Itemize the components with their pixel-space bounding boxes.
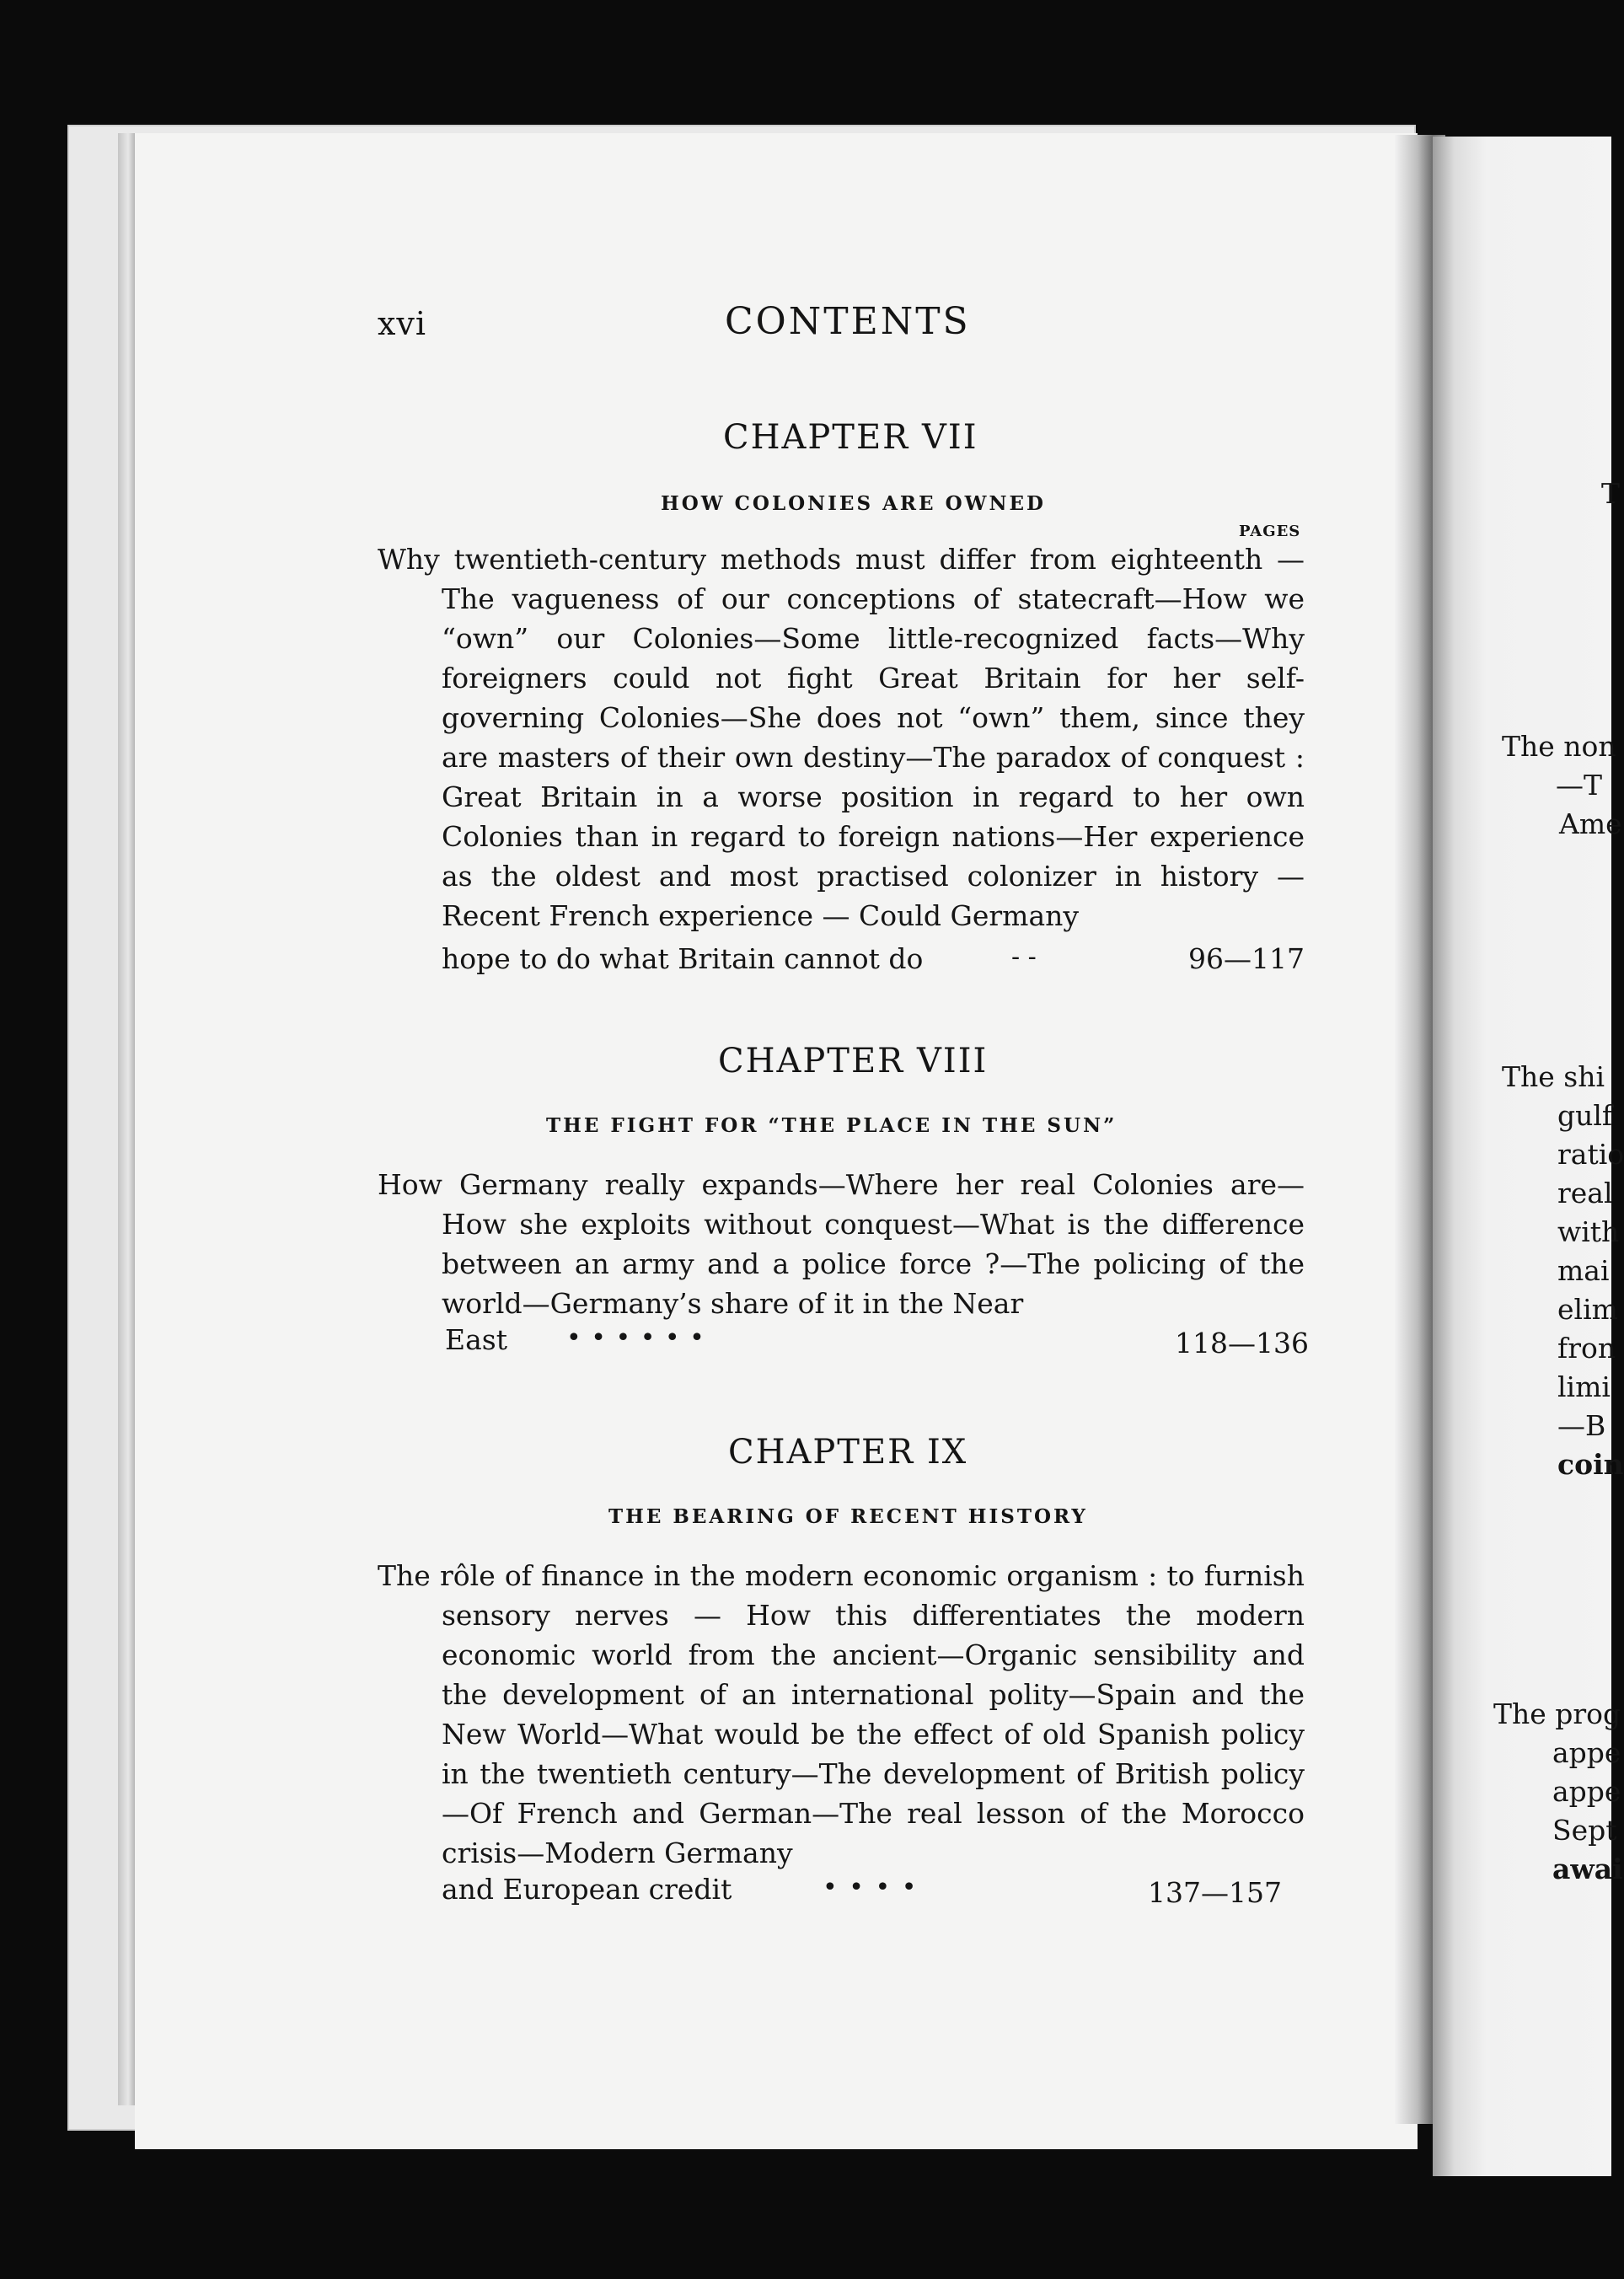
chapter-title: CHAPTER IX (728, 1433, 968, 1472)
page-range: 118—136 (1175, 1327, 1309, 1359)
facing-text-fragment: real (1557, 1177, 1613, 1209)
facing-text-fragment: gulf (1557, 1099, 1613, 1132)
facing-text-fragment: mai (1557, 1254, 1610, 1287)
facing-text-fragment: —T (1556, 769, 1603, 802)
facing-text-fragment: Ame (1559, 807, 1622, 840)
facing-text-fragment: Sept (1552, 1814, 1617, 1847)
chapter-synopsis: Why twentieth-century methods must differ from eighteenth —The vagueness of our conceptions of statecraft—How we “own” our Colonies—Some little-recognized facts—Why foreigners could not fight Great Britain for her self-governing Colonies—She does not “own” them, since they are masters of their own destiny—The paradox of conquest : Great Britain in a worse position in regard to her own Colonies than in regard to foreign nations—Her experience as the oldest and most practised colonizer in history — Recent French experience — Could Germany (378, 543, 1305, 932)
facing-text-fragment: —B (1557, 1409, 1606, 1442)
facing-text-fragment: elim (1557, 1293, 1618, 1326)
facing-text-fragment: The prog (1493, 1697, 1621, 1730)
facing-text-fragment: limi (1557, 1370, 1611, 1403)
facing-text-fragment: T (1601, 477, 1621, 510)
chapter-title: CHAPTER VII (723, 418, 978, 457)
chapter-synopsis: The rôle of finance in the modern economic organism : to furnish sensory nerves — How this differentiates the modern economic world from the ancient—Organic sensibility and the development of an international polity—Spain and the New World—What would be the effect of old Spanish policy in the twentieth century—The development of British policy—Of French and German—The real lesson of the Morocco crisis—Modern Germany (378, 1559, 1305, 1869)
facing-text-fragment: The non (1502, 730, 1616, 763)
page-range: 96—117 (1188, 942, 1305, 975)
synopsis-last-line: hope to do what Britain cannot do (442, 942, 924, 975)
facing-text-fragment: appe (1552, 1775, 1621, 1808)
chapter-subtitle: THE FIGHT FOR “THE PLACE IN THE SUN” (546, 1114, 1118, 1137)
facing-text-fragment: appe (1552, 1736, 1621, 1769)
chapter-subtitle: THE BEARING OF RECENT HISTORY (608, 1505, 1088, 1528)
facing-text-fragment: fron (1557, 1332, 1616, 1365)
synopsis-last-line: and European credit (442, 1873, 732, 1906)
dot-leaders: • • • • (823, 1873, 919, 1902)
synopsis-last-line: East (445, 1323, 507, 1356)
chapter-subtitle: HOW COLONIES ARE OWNED (661, 492, 1046, 515)
facing-text-fragment: ratio (1557, 1138, 1624, 1171)
pages-column-label: PAGES (1239, 523, 1301, 540)
running-title: CONTENTS (725, 300, 971, 343)
facing-text-fragment: with (1557, 1215, 1620, 1248)
facing-text-fragment: awai (1552, 1853, 1623, 1885)
page-number: xvi (378, 305, 427, 342)
chapter-title: CHAPTER VIII (718, 1042, 989, 1081)
facing-text-fragment: The shi (1502, 1060, 1605, 1093)
chapter-synopsis: How Germany really expands—Where her real Colonies are—How she exploits without conquest—What is the difference between an army and a police force ?—The policing of the world—Germany’s share of it in the Near (378, 1168, 1305, 1320)
facing-text-fragment: coin (1557, 1448, 1624, 1481)
dot-leaders: - - (1011, 942, 1037, 972)
dot-leaders: • • • • • • (566, 1323, 705, 1353)
page-range: 137—157 (1148, 1876, 1282, 1909)
